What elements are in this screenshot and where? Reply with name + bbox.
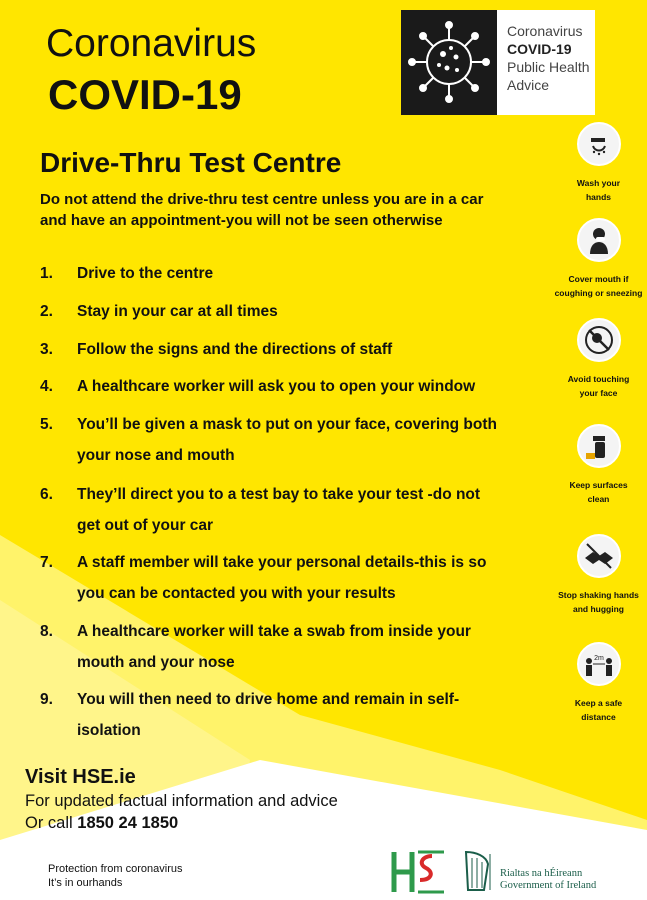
advice-no-handshake <box>550 534 647 616</box>
badge-line2: COVID-19 <box>507 41 572 57</box>
advice-label: Wash your hands <box>576 178 621 202</box>
advice-label: Cover mouth if coughing or sneezing <box>554 274 643 298</box>
hse-logo-icon <box>388 848 448 898</box>
advice-wash-hands <box>550 122 647 204</box>
advice-label: Stop shaking hands and hugging <box>558 590 639 614</box>
intro-line2: and have an appointment-you will not be seen otherwise <box>40 212 443 229</box>
badge-line3: Public Health <box>507 59 590 75</box>
advice-safe-distance <box>550 642 647 724</box>
header-title-line1: Coronavirus <box>46 22 257 65</box>
advice-clean-surfaces <box>550 424 647 506</box>
advice-no-touch-face <box>550 318 647 400</box>
step-number: 3. <box>40 341 53 358</box>
badge-line1: Coronavirus <box>507 23 583 39</box>
step-text: A healthcare worker will take a swab from inside your mouth and your nose <box>77 623 471 671</box>
step-number: 2. <box>40 303 53 320</box>
protection-slogan: Protection from coronavirus It’s in ourhands <box>48 863 183 889</box>
badge-text <box>507 22 590 94</box>
step-number: 9. <box>40 691 53 708</box>
advice-label: Keep surfaces clean <box>569 480 628 504</box>
covid-advice-badge <box>401 10 595 115</box>
wash-hands-icon <box>577 122 621 166</box>
handshake-icon <box>577 534 621 578</box>
step-text: Stay in your car at all times <box>77 303 278 320</box>
step-text: A healthcare worker will ask you to open your window <box>77 378 476 395</box>
harp-icon <box>458 848 494 894</box>
header-title-line2: COVID-19 <box>48 71 242 118</box>
step-text: They’ll direct you to a test bay to take your test -do not get out of your car <box>77 486 481 534</box>
intro-text <box>40 189 560 231</box>
call-line: Or call 1850 24 1850 <box>25 814 179 832</box>
distance-label: 2m <box>593 655 604 662</box>
step-text: Follow the signs and the directions of staff <box>77 341 393 358</box>
no-touch-face-icon <box>577 318 621 362</box>
intro-line1: Do not attend the drive-thru test centre unless you are in a car <box>40 191 484 208</box>
virus-icon <box>401 10 497 115</box>
step-number: 6. <box>40 486 53 503</box>
updated-info-text: For updated factual information and advice <box>25 792 338 810</box>
advice-label: Avoid touching your face <box>567 374 630 398</box>
badge-line4: Advice <box>507 77 550 93</box>
page-title: Drive-Thru Test Centre <box>40 147 342 178</box>
step-text: You will then need to drive home and remain in self- isolation <box>77 691 460 739</box>
virus-logo-panel <box>401 10 497 115</box>
government-ireland-text: Rialtas na hÉireann Government of Ireland <box>500 868 597 891</box>
advice-label: Keep a safe distance <box>574 698 623 722</box>
step-number: 7. <box>40 554 53 571</box>
visit-hse-link[interactable]: Visit HSE.ie <box>25 766 136 788</box>
step-number: 8. <box>40 623 53 640</box>
phone-number[interactable]: 1850 24 1850 <box>77 814 179 832</box>
step-text: Drive to the centre <box>77 265 214 282</box>
spray-bottle-icon <box>577 424 621 468</box>
cover-mouth-icon <box>577 218 621 262</box>
step-number: 1. <box>40 265 53 282</box>
advice-cover-mouth <box>550 218 647 300</box>
step-number: 4. <box>40 378 53 395</box>
step-text: A staff member will take your personal details-this is so you can be contacted you with your results <box>77 554 487 602</box>
step-number: 5. <box>40 416 53 433</box>
distance-icon <box>577 642 621 686</box>
step-text: You’ll be given a mask to put on your face, covering both your nose and mouth <box>77 416 497 464</box>
